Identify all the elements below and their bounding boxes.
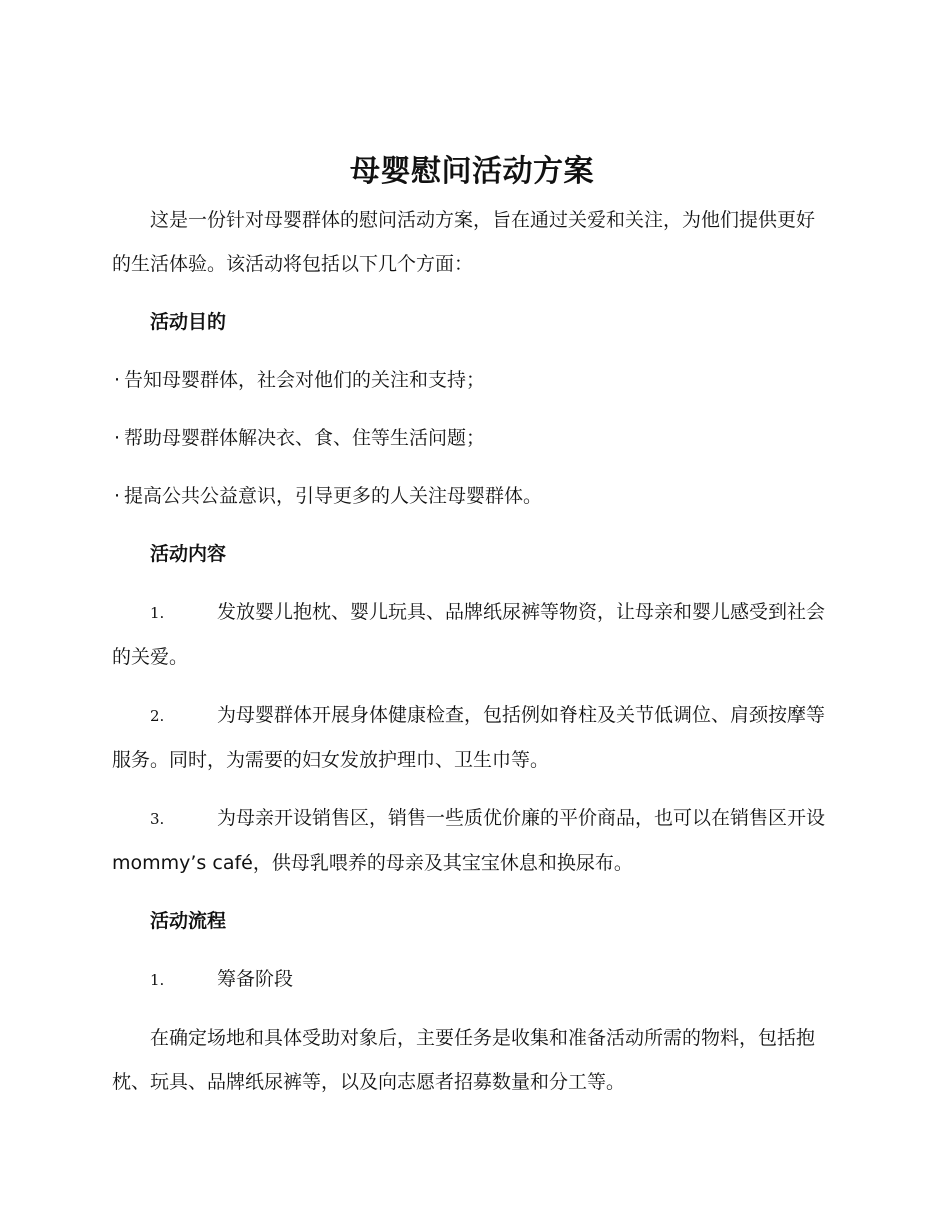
- bullet-item: [112, 474, 832, 518]
- numbered-item: [112, 693, 832, 782]
- bullet-item: [112, 416, 832, 460]
- item-text: 为母亲开设销售区，销售一些质优价廉的平价商品，也可以在销售区开设 mommy’s café，供母乳喂养的母亲及其宝宝休息和换尿布。: [112, 807, 826, 874]
- item-number: 1.: [150, 604, 165, 622]
- bullet-text: 提高公共公益意识，引导更多的人关注母婴群体。: [124, 485, 543, 507]
- bullet-dot: ·: [114, 369, 121, 391]
- section-heading-purpose: 活动目的: [150, 311, 227, 333]
- item-text: 筹备阶段: [217, 968, 294, 990]
- intro-paragraph: 这是一份针对母婴群体的慰问活动方案，旨在通过关爱和关注，为他们提供更好的生活体验。该活动将包括以下几个方面：: [112, 209, 816, 275]
- document-title: 母婴慰问活动方案: [350, 154, 594, 189]
- item-text: 为母婴群体开展身体健康检查，包括例如脊柱及关节低调位、肩颈按摩等服务。同时，为需要的妇女发放护理巾、卫生巾等。: [112, 704, 826, 771]
- bullet-dot: ·: [114, 427, 121, 449]
- numbered-item: [112, 796, 832, 885]
- section-heading-content: 活动内容: [150, 543, 227, 565]
- numbered-item: [112, 957, 832, 1002]
- item-number: 2.: [150, 707, 165, 725]
- bullet-item: [112, 358, 832, 402]
- item-text: 发放婴儿抱枕、婴儿玩具、品牌纸尿裤等物资，让母亲和婴儿感受到社会的关爱。: [112, 601, 826, 668]
- item-number: 1.: [150, 971, 165, 989]
- bullet-text: 帮助母婴群体解决衣、食、住等生活问题；: [124, 427, 486, 449]
- section-heading-process: 活动流程: [150, 910, 227, 932]
- bullet-text: 告知母婴群体，社会对他们的关注和支持；: [124, 369, 486, 391]
- process-paragraph: 在确定场地和具体受助对象后，主要任务是收集和准备活动所需的物料，包括抱枕、玩具、品牌纸尿裤等，以及向志愿者招募数量和分工等。: [112, 1027, 816, 1093]
- item-number: 3.: [150, 810, 165, 828]
- bullet-dot: ·: [114, 485, 121, 507]
- numbered-item: [112, 590, 832, 679]
- document-page: [112, 150, 832, 1104]
